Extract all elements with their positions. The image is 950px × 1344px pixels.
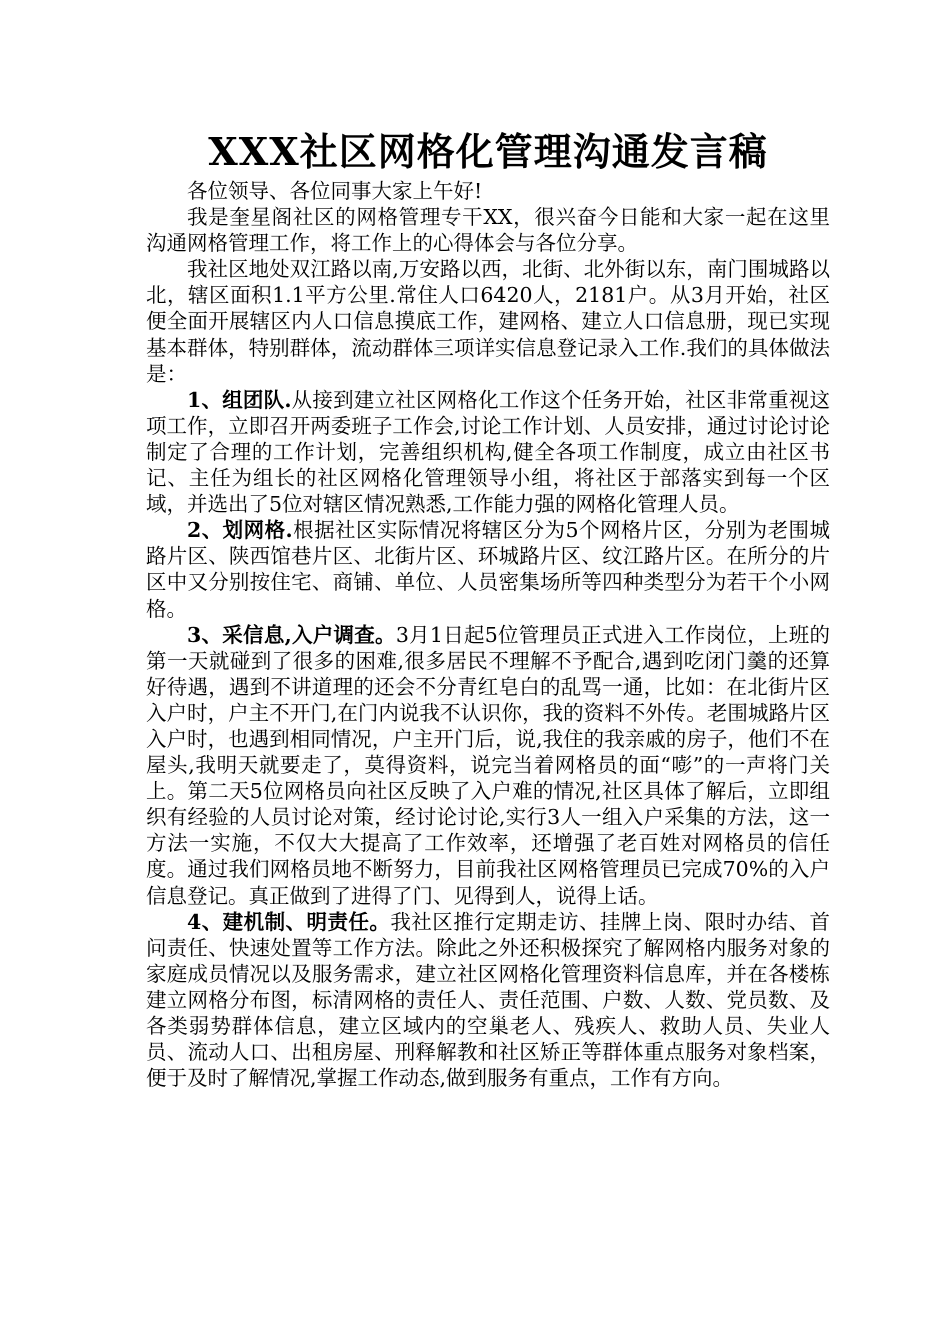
- overview-paragraph: 我社区地处双江路以南,万安路以西，北街、北外街以东，南门围城路以北，辖区面积1.1平方公里.常住人口6420人，2181户。从3月开始，社区便全面开展辖区内人口信息摸底工作，建网格、建立人口信息册，现已实现基本群体，特别群体，流动群体三项详实信息登记录入工作.我们的具体做法是：: [146, 257, 830, 386]
- section-paragraph-4: [146, 909, 830, 1092]
- section-body-4: 我社区推行定期走访、挂牌上岗、限时办结、首问责任、快速处置等工作方法。除此之外还积极探究了解网格内服务对象的家庭成员情况以及服务需求，建立社区网格化管理资料信息库，并在各楼栋建立网格分布图，标清网格的责任人、责任范围、户数、人数、党员数、及各类弱势群体信息，建立区域内的空巢老人、残疾人、救助人员、失业人员、流动人口、出租房屋、刑释解教和社区矫正等群体重点服务对象档案，便于及时了解情况,掌握工作动态,做到服务有重点，工作有方向。: [146, 909, 830, 1091]
- section-paragraph-1: [146, 387, 830, 517]
- section-heading-3: 3、采信息,入户调查。: [187, 622, 396, 647]
- section-heading-1: 1、组团队.: [187, 387, 292, 412]
- document-title: XXX社区网格化管理沟通发言稿: [208, 129, 768, 174]
- section-heading-4: 4、建机制、明责任。: [187, 909, 391, 934]
- section-body-1: 从接到建立社区网格化工作这个任务开始，社区非常重视这项工作，立即召开两委班子工作会,讨论工作计划、人员安排，通过讨论讨论制定了合理的工作计划，完善组织机构,健全各项工作制度，成立由社区书记、主任为组长的社区网格化管理领导小组，将社区于部落实到每一个区域，并选出了5位对辖区情况熟悉,工作能力强的网格化管理人员。: [146, 387, 830, 517]
- section-body-2: 根据社区实际情况将辖区分为5个网格片区，分别为老围城路片区、陕西馆巷片区、北街片区、环城路片区、纹江路片区。在所分的片区中又分别按住宅、商铺、单位、人员密集场所等四种类型分为若干个小网格。: [146, 518, 830, 621]
- section-body-3: 3月1日起5位管理员正式进入工作岗位，上班的第一天就碰到了很多的困难,很多居民不理解不予配合,遇到吃闭门羹的还算好待遇，遇到不讲道理的还会不分青红皂白的乱骂一通，比如：在北街片区入户时，户主不开门,在门内说我不认识你，我的资料不外传。老围城路片区入户时，也遇到相同情况，户主开门后，说,我住的我亲戚的房子，他们不在屋头,我明天就要走了，莫得资料，说完当着网格员的面“嘭”的一声将门关上。第二天5位网格员向社区反映了入户难的情况,社区具体了解后，立即组织有经验的人员讨论对策，经讨论讨论,实行3人一组入户采集的方法，这一方法一实施，不仅大大提高了工作效率，还增强了老百姓对网格员的信任度。通过我们网格员地不断努力，目前我社区网格管理员已完成70%的入户信息登记。真正做到了进得了门、见得到人，说得上话。: [146, 622, 830, 908]
- greeting-paragraph: 各位领导、各位同事大家上午好!: [187, 179, 483, 203]
- section-paragraph-3: [146, 622, 830, 909]
- section-paragraph-2: [146, 517, 830, 621]
- intro-paragraph: 我是奎星阁社区的网格管理专干XX，很兴奋今日能和大家一起在这里沟通网格管理工作，将工作上的心得体会与各位分享。: [146, 205, 830, 256]
- document-page: [146, 128, 830, 1091]
- section-heading-2: 2、划网格.: [187, 518, 293, 543]
